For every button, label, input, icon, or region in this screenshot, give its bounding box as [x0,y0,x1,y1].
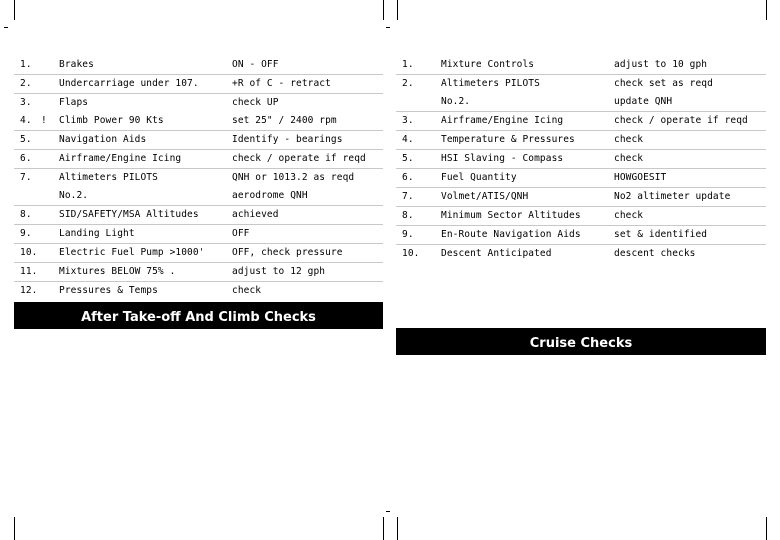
item-label: Temperature & Pressures [441,134,575,145]
crop-mark-top-center-right [397,0,398,20]
checklist-row-6 [396,169,766,188]
item-label: Navigation Aids [59,134,147,145]
item-label: Undercarriage under 107. [59,78,199,89]
item-label: SID/SAFETY/MSA Altitudes [59,209,199,220]
checklist-row-11 [14,263,383,282]
item-number: 6. [402,172,414,183]
checklist-row-7 [14,169,383,187]
checklist-row-4 [396,131,766,150]
item-number: 5. [402,153,414,164]
item-number: 4. [20,115,32,126]
item-action: achieved [232,209,279,220]
checklist-row-2 [14,75,383,94]
checklist-row-7-sub [14,187,383,206]
item-action: check set as reqd [614,78,713,89]
item-label: No.2. [441,96,471,107]
item-number: 1. [20,59,32,70]
item-number: 2. [20,78,32,89]
checklist-row-2-sub [396,93,766,112]
item-number: 8. [402,210,414,221]
crop-mark-top-left [14,0,15,20]
crop-mark-bottom-right [766,517,767,540]
item-action: adjust to 12 gph [232,266,326,277]
item-action: adjust to 10 gph [614,59,708,70]
item-mark: ! [41,115,47,126]
item-label: Airframe/Engine Icing [441,115,564,126]
checklist-row-8 [396,207,766,226]
item-action: check / operate if reqd [614,115,748,126]
item-label: Mixture Controls [441,59,535,70]
checklist-row-3 [14,94,383,112]
item-label: Altimeters PILOTS [59,172,158,183]
item-action: set 25" / 2400 rpm [232,115,337,126]
checklist-row-9 [14,225,383,244]
item-action: check UP [232,97,279,108]
checklist-row-2 [396,75,766,93]
item-label: Flaps [59,97,89,108]
crop-mark-top-center-left [383,0,384,20]
crop-mark-bottom-center-right [397,517,398,540]
item-label: Electric Fuel Pump >1000' [59,247,205,258]
item-label: En-Route Navigation Aids [441,229,581,240]
item-action: set & identified [614,229,708,240]
item-action: OFF [232,228,250,239]
item-label: Fuel Quantity [441,172,517,183]
fold-tick-top-center [386,27,390,28]
crop-mark-top-right [766,0,767,20]
fold-tick-bottom-center [386,511,390,512]
item-label: HSI Slaving - Compass [441,153,564,164]
item-label: Pressures & Temps [59,285,158,296]
item-action: check [614,210,644,221]
checklist-row-10 [396,245,766,263]
item-number: 10. [20,247,38,258]
checklist-row-7 [396,188,766,207]
crop-mark-bottom-center-left [383,517,384,540]
item-number: 4. [402,134,414,145]
after-takeoff-title-banner: After Take-off And Climb Checks [14,302,383,329]
item-number: 9. [402,229,414,240]
item-number: 12. [20,285,38,296]
item-action: No2 altimeter update [614,191,731,202]
item-action: check / operate if reqd [232,153,366,164]
item-number: 5. [20,134,32,145]
item-label: Volmet/ATIS/QNH [441,191,529,202]
cruise-title-banner: Cruise Checks [396,328,766,355]
item-number: 11. [20,266,38,277]
checklist-row-5 [14,131,383,150]
item-number: 9. [20,228,32,239]
checklist-row-4 [14,112,383,131]
item-label: Airframe/Engine Icing [59,153,182,164]
item-number: 8. [20,209,32,220]
item-label: Descent Anticipated [441,248,552,259]
item-action: descent checks [614,248,696,259]
item-action: check [232,285,262,296]
checklist-row-8 [14,206,383,225]
item-action: OFF, check pressure [232,247,343,258]
item-number: 7. [20,172,32,183]
item-number: 6. [20,153,32,164]
item-action: check [614,134,644,145]
after-takeoff-checklist [14,56,383,300]
crop-mark-bottom-left [14,517,15,540]
item-action: aerodrome QNH [232,190,308,201]
item-action: +R of C - retract [232,78,331,89]
checklist-row-6 [14,150,383,169]
item-label: Climb Power 90 Kts [59,115,164,126]
item-label: No.2. [59,190,89,201]
checklist-row-1 [396,56,766,75]
checklist-row-10 [14,244,383,263]
checklist-row-9 [396,226,766,245]
item-number: 2. [402,78,414,89]
item-action: QNH or 1013.2 as reqd [232,172,355,183]
item-label: Minimum Sector Altitudes [441,210,581,221]
item-action: check [614,153,644,164]
cruise-checklist [396,56,766,263]
item-action: update QNH [614,96,673,107]
item-number: 3. [402,115,414,126]
item-label: Landing Light [59,228,135,239]
checklist-row-12 [14,282,383,300]
item-action: ON - OFF [232,59,279,70]
item-action: HOWGOESIT [614,172,667,183]
checklist-row-5 [396,150,766,169]
item-label: Altimeters PILOTS [441,78,540,89]
item-label: Brakes [59,59,94,70]
item-number: 1. [402,59,414,70]
checklist-row-1 [14,56,383,75]
checklist-row-3 [396,112,766,131]
item-label: Mixtures BELOW 75% . [59,266,176,277]
item-number: 7. [402,191,414,202]
item-action: Identify - bearings [232,134,343,145]
item-number: 3. [20,97,32,108]
fold-tick-top-left [4,27,8,28]
item-number: 10. [402,248,420,259]
